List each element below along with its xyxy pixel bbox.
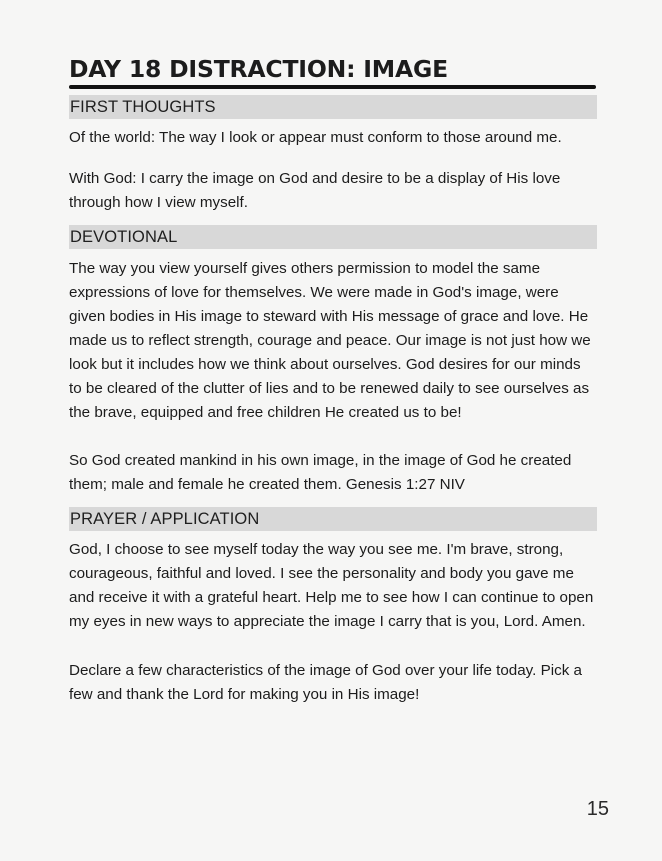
page-number: 15 bbox=[586, 798, 609, 820]
section-heading-first-thoughts: FIRST THOUGHTS bbox=[69, 95, 597, 119]
paragraph-of-the-world: Of the world: The way I look or appear must conform to those around me. bbox=[69, 129, 562, 146]
paragraph-prayer: God, I choose to see myself today the way you see me. I'm brave, strong, courageous, faithful and loved. I see the personality and body you gave me and receive it with a grateful heart. Help me to see how I can continue to open my eyes in new ways to appreciate the image I carry that is you, Lord. Amen. bbox=[69, 541, 594, 630]
paragraph-scripture: So God created mankind in his own image, in the image of God he created them; male and female he created them. Genesis 1:27 NIV bbox=[69, 452, 572, 493]
section-heading-devotional: DEVOTIONAL bbox=[69, 225, 597, 249]
section-heading-prayer-application: PRAYER / APPLICATION bbox=[69, 507, 597, 531]
paragraph-devotional: The way you view yourself gives others permission to model the same expressions of love for themselves. We were made in God's image, were given bodies in His image to steward with His message of grace and love. He made us to reflect strength, courage and peace. Our image is not just how we look but it includes how we think about ourselves. God desires for our minds to be cleared of the clutter of lies and to be renewed daily to see ourselves as the brave, equipped and free children He created us to be! bbox=[69, 260, 591, 421]
paragraph-application: Declare a few characteristics of the image of God over your life today. Pick a few and thank the Lord for making you in His image! bbox=[69, 662, 582, 703]
page-title: DAY 18 DISTRACTION: IMAGE bbox=[69, 55, 448, 83]
title-underline bbox=[69, 85, 596, 89]
page-content bbox=[69, 54, 597, 707]
paragraph-with-god: With God: I carry the image on God and desire to be a display of His love through how I view myself. bbox=[69, 170, 561, 211]
